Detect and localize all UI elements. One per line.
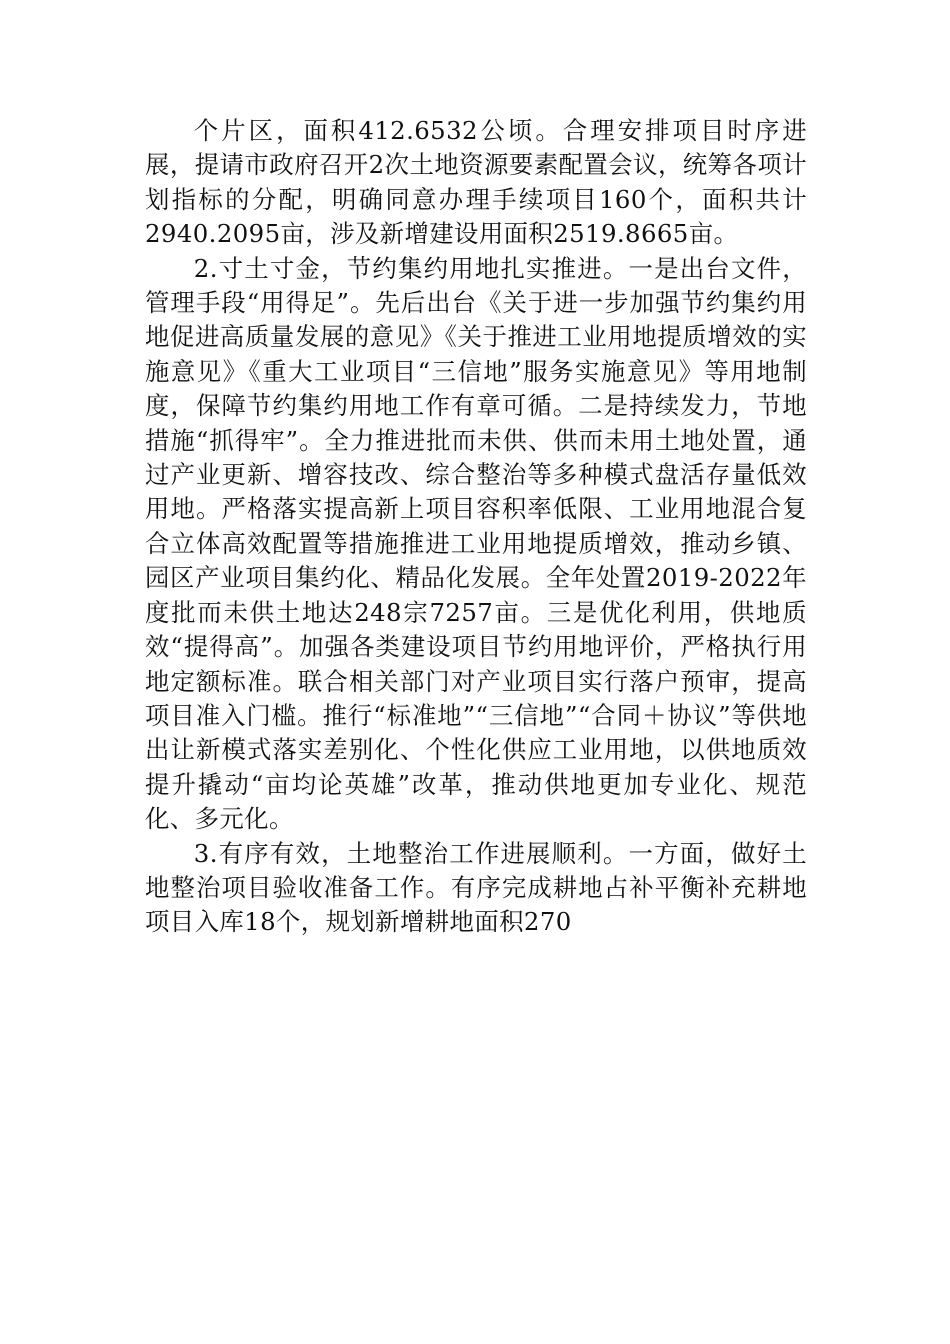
document-body — [145, 114, 807, 940]
paragraph-land-consolidation: 3.有序有效，土地整治工作进展顺利。一方面，做好土地整治项目验收准备工作。有序完成耕地占补平衡补充耕地项目入库18个，规划新增耕地面积270 — [145, 838, 807, 937]
paragraph-intensive-land-use: 2.寸土寸金，节约集约用地扎实推进。一是出台文件，管理手段“用得足”。先后出台《关于进一步加强节约集约用地促进高质量发展的意见》《关于推进工业用地提质增效的实施意见》《重大工业项目“三信地”服务实施意见》等用地制度，保障节约集约用地工作有章可循。二是持续发力，节地措施“抓得牢”。全力推进批而未供、供而未用土地处置，通过产业更新、增容技改、综合整治等多种模式盘活存量低效用地。严格落实提高新上项目容积率低限、工业用地混合复合立体高效配置等措施推进工业用地提质增效，推动乡镇、园区产业项目集约化、精品化发展。全年处置2019-2022年度批而未供土地达248宗7257亩。三是优化利用，供地质效“提得高”。加强各类建设项目节约用地评价，严格执行用地定额标准。联合相关部门对产业项目实行落户预审，提高项目准入门槛。推行“标准地”“三信地”“合同＋协议”等供地出让新模式落实差别化、个性化供应工业用地，以供地质效提升撬动“亩均论英雄”改革，推动供地更加专业化、规范化、多元化。 — [145, 253, 807, 834]
paragraph-land-approval: 个片区，面积412.6532公顷。合理安排项目时序进展，提请市政府召开2次土地资源要素配置会议，统筹各项计划指标的分配，明确同意办理手续项目160个，面积共计2940.2095亩，涉及新增建设用面积2519.8665亩。 — [145, 116, 807, 249]
